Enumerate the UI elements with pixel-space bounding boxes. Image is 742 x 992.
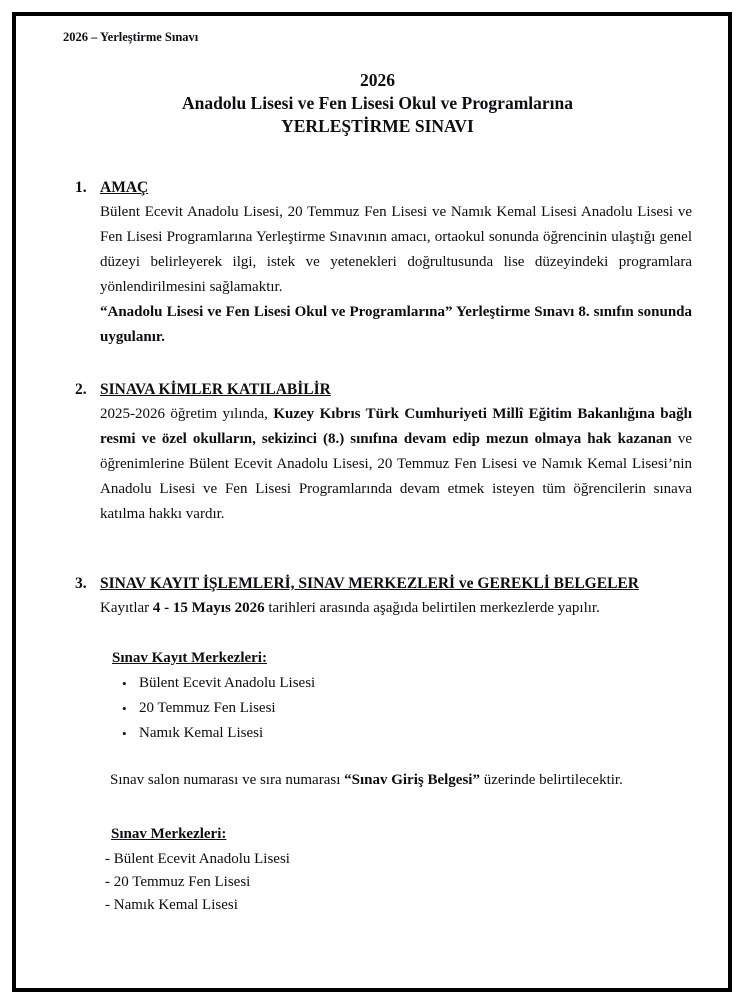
bullet-icon: • — [122, 701, 127, 716]
kayit-merkezleri-block — [112, 646, 692, 746]
section-amac — [63, 175, 692, 350]
title-exam: YERLEŞTİRME SINAVI — [281, 116, 474, 136]
section-heading-text: AMAÇ — [100, 179, 149, 196]
running-header: 2026 – Yerleştirme Sınavı — [63, 30, 199, 44]
list-item: - 20 Temmuz Fen Lisesi — [105, 874, 251, 890]
section-number: 1. — [75, 179, 87, 196]
section-amac-body — [100, 200, 692, 350]
page-border — [12, 12, 732, 992]
section-kayit-islemleri — [63, 571, 692, 621]
bold-date-run: 4 - 15 Mayıs 2026 — [152, 600, 265, 616]
amac-paragraph: Bülent Ecevit Anadolu Lisesi, 20 Temmuz Fen Lisesi ve Namık Kemal Lisesi Anadolu Lisesi ve Fen Lisesi Programlarına Yerleştirme Sınavının amacı, ortaokul sonunda öğrencinin ulaştığı genel düzeyi belirleyerek ilgi, istek ve yetenekleri doğrultusunda lise düzeyindeki programlara yönlendirilmesini sağlamaktır. — [100, 204, 692, 295]
list-item: - Bülent Ecevit Anadolu Lisesi — [105, 851, 290, 867]
title-year: 2026 — [360, 70, 395, 90]
katilabilir-paragraph — [100, 402, 692, 527]
section-heading-text: SINAVA KİMLER KATILABİLİR — [100, 381, 331, 398]
salon-numara-paragraph — [110, 768, 704, 793]
bullet-icon: • — [122, 726, 127, 741]
text-run: ve öğrenimlerine Bülent Ecevit Anadolu Lisesi, 20 Temmuz Fen Lisesi ve Namık Kemal Lisesi’nin Anadolu Lisesi ve Fen Lisesi Programlarında devam etmek isteyen tüm öğrencilerin sınava katılma hakkı vardır. — [100, 431, 692, 522]
title-programs: Anadolu Lisesi ve Fen Lisesi Okul ve Programlarına — [181, 93, 573, 113]
text-run: üzerinde belirtilecektir. — [479, 772, 623, 788]
text-run: tarihleri arasında aşağıda belirtilen merkezlerde yapılır. — [264, 600, 600, 616]
text-run: Sınav salon numarası ve sıra numarası — [110, 772, 345, 788]
section-katilabilir — [63, 377, 692, 527]
section-number: 2. — [75, 381, 87, 398]
text-run: 2025-2026 öğretim yılında, — [100, 406, 274, 422]
section-kayit-heading — [63, 571, 692, 596]
section-amac-heading — [63, 175, 692, 200]
page-content — [16, 16, 728, 917]
list-item-label: 20 Temmuz Fen Lisesi — [139, 700, 276, 716]
list-item: - Namık Kemal Lisesi — [105, 897, 238, 913]
section-katilabilir-heading — [63, 377, 692, 402]
list-item — [112, 721, 692, 746]
text-run: Kayıtlar — [100, 600, 153, 616]
section-heading-text: SINAV KAYIT İŞLEMLERİ, SINAV MERKEZLERİ ve GEREKLİ BELGELER — [100, 575, 639, 592]
amac-bold-paragraph: “Anadolu Lisesi ve Fen Lisesi Okul ve Programlarına” Yerleştirme Sınavı 8. sınıfın sonunda uygulanır. — [100, 304, 692, 345]
list-item — [112, 671, 692, 696]
sinav-merkezleri-heading: Sınav Merkezleri: — [111, 826, 227, 842]
section-kayit-body — [100, 596, 692, 621]
bold-text-run: Kuzey Kıbrıs Türk Cumhuriyeti Millî Eğitim Bakanlığına bağlı resmi ve özel okulların, sekizinci (8.) sınıfına devam edip mezun olmaya hak kazanan — [100, 406, 692, 447]
document-title — [63, 69, 692, 138]
section-number: 3. — [75, 575, 87, 592]
bold-belge-run: “Sınav Giriş Belgesi” — [344, 772, 480, 788]
kayit-tarih-paragraph — [100, 596, 692, 621]
kayit-merkezleri-heading: Sınav Kayıt Merkezleri: — [112, 650, 267, 666]
list-item-label: Bülent Ecevit Anadolu Lisesi — [139, 675, 316, 691]
bullet-icon: • — [122, 676, 127, 691]
list-item — [112, 696, 692, 721]
sinav-merkezleri-block — [105, 823, 692, 917]
list-item-label: Namık Kemal Lisesi — [139, 725, 264, 741]
section-katilabilir-body — [100, 402, 692, 527]
